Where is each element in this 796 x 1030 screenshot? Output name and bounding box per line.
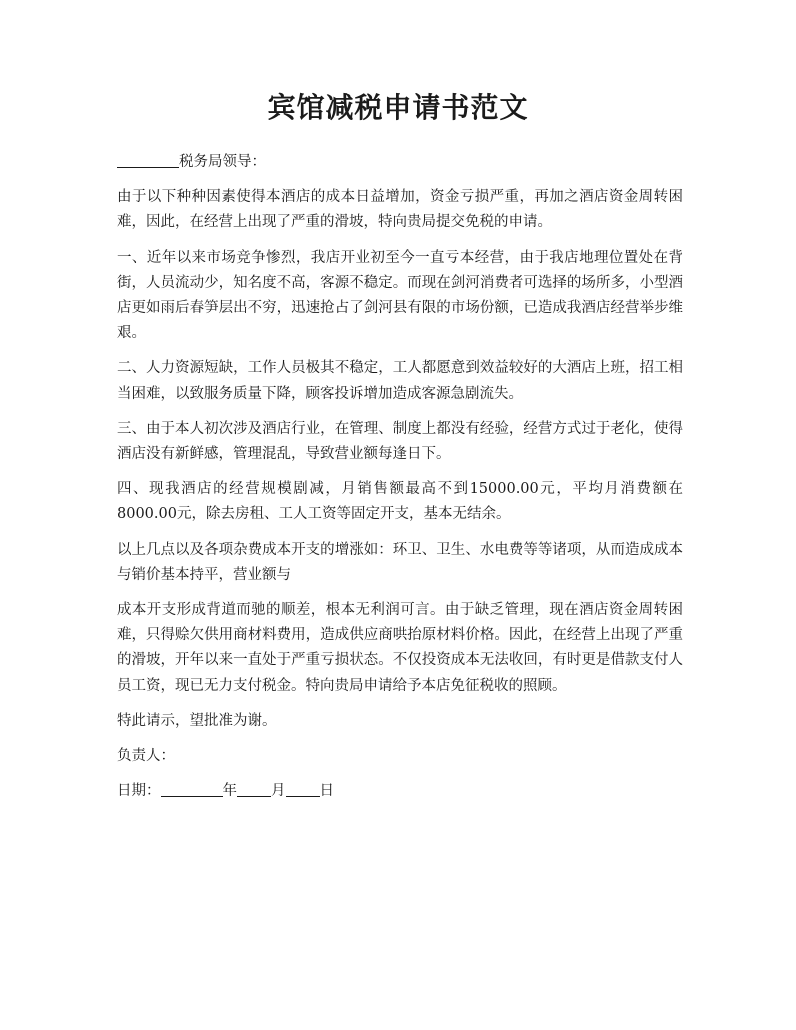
- paragraph: 由于以下种种因素使得本酒店的成本日益增加，资金亏损严重，再加之酒店资金周转困难，因此，在经营上出现了严重的滑坡，特向贵局提交免税的申请。: [117, 189, 683, 231]
- paragraph: 以上几点以及各项杂费成本开支的增涨如：环卫、卫生、水电费等等诸项，从而造成成本与销价基本持平，营业额与: [117, 541, 683, 583]
- date-day-blank: [286, 780, 320, 797]
- paragraph: 三、由于本人初次涉及酒店行业，在管理、制度上都没有经验，经营方式过于老化，使得酒店没有新鲜感，管理混乱，导致营业额每逢日下。: [117, 420, 683, 463]
- date-label: 日期：: [117, 783, 161, 800]
- date-month-blank: [237, 780, 271, 797]
- paragraph: 二、人力资源短缺，工作人员极其不稳定，工人都愿意到效益较好的大酒店上班，招工相当困难，以致服务质量下降，顾客投诉增加造成客源急剧流失。: [117, 360, 683, 402]
- addressee-line: [117, 150, 683, 175]
- paragraph: 一、近年以来市场竞争惨烈，我店开业初至今一直亏本经营，由于我店地理位置处在背街，人员流动少，知名度不高，客源不稳定。而现在剑河消费者可选择的场所多，小型酒店更如雨后春笋层出不穷，迅速抢占了剑河县有限的市场份额，已造成我酒店经营举步维艰。: [117, 249, 683, 342]
- date-line: [117, 779, 683, 804]
- paragraph: 四、现我酒店的经营规模剧减，月销售额最高不到15000.00元，平均月消费额在8000.00元，除去房租、工人工资等固定开支，基本无结余。: [117, 481, 683, 523]
- date-year-label: 年: [222, 783, 237, 800]
- date-year-blank: [161, 780, 223, 797]
- document-title: 宾馆减税申请书范文: [267, 91, 529, 124]
- addressee-blank: [117, 151, 179, 168]
- document-body: [117, 150, 683, 814]
- paragraph: 特此请示，望批准为谢。: [117, 712, 277, 729]
- date-day-label: 日: [319, 783, 334, 800]
- addressee-text: 税务局领导：: [179, 154, 266, 170]
- date-month-label: 月: [271, 783, 286, 800]
- signature-line: 负责人：: [117, 748, 175, 765]
- paragraph: 成本开支形成背道而驰的顺差，根本无利润可言。由于缺乏管理，现在酒店资金周转困难，只得赊欠供用商材料费用，造成供应商哄抬原材料价格。因此，在经营上出现了严重的滑坡，开年以来一直处于严重亏损状态。不仅投资成本无法收回，有时更是借款支付人员工资，现已无力支付税金。特向贵局申请给予本店免征税收的照顾。: [117, 602, 683, 694]
